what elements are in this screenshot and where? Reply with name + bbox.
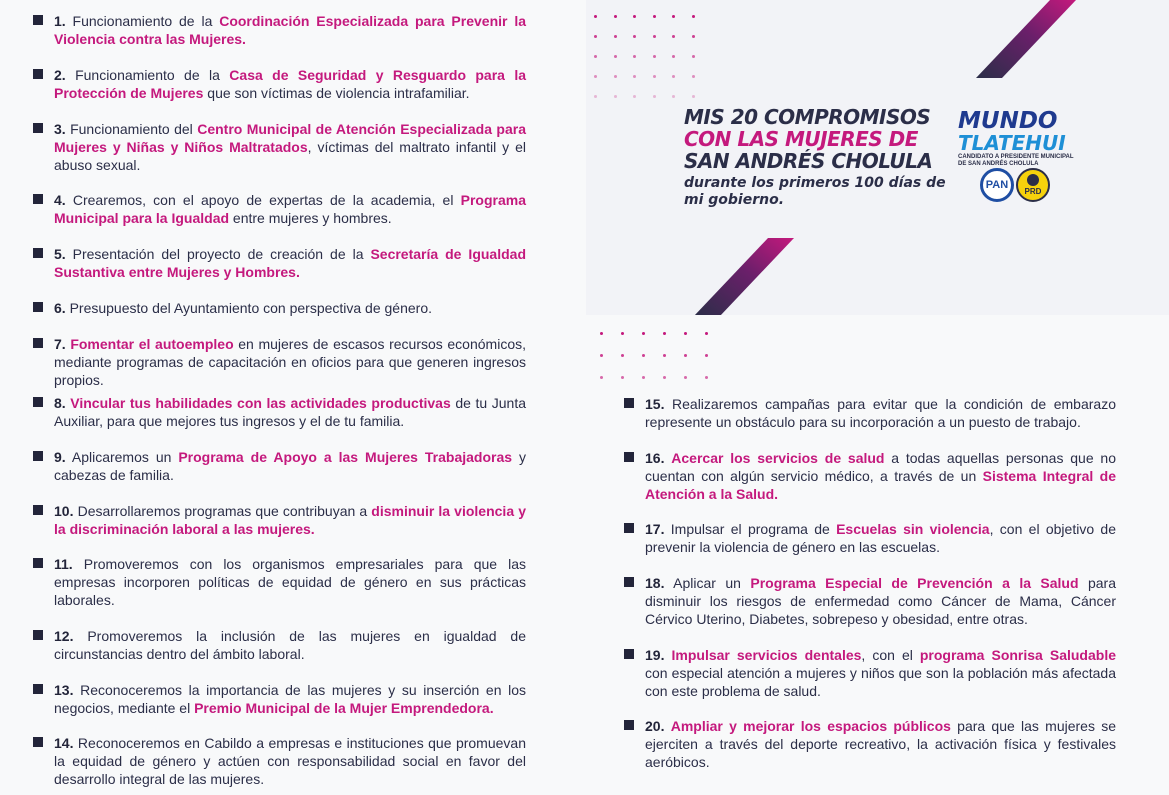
- item-text: , con el objetivo de prevenir la violencia de género en las escuelas.: [645, 521, 1116, 555]
- highlight-text: Casa de Seguridad y Resguardo para la Protección de Mujeres: [54, 67, 526, 101]
- commitment-item: [54, 120, 526, 174]
- dot: [621, 354, 624, 357]
- item-text: Promoveremos la inclusión de las mujeres en igualdad de circunstancias dentro del ámbito laboral.: [54, 628, 526, 662]
- bullet-square-icon: [624, 720, 634, 730]
- dot: [672, 95, 675, 98]
- item-number: 14.: [54, 735, 74, 751]
- dot: [705, 332, 708, 335]
- dot: [600, 332, 603, 335]
- hero-title-line-3: SAN ANDRÉS CHOLULA: [684, 149, 933, 173]
- item-number: 1.: [54, 13, 66, 29]
- highlight-text: Secretaría de Igualdad Sustantiva entre Mujeres y Hombres.: [54, 246, 526, 280]
- dot: [633, 95, 636, 98]
- commitment-item: [54, 555, 526, 609]
- item-text: Funcionamiento de la: [65, 13, 220, 29]
- pan-party-logo: [980, 168, 1014, 202]
- item-text: entre mujeres y hombres.: [229, 210, 392, 226]
- dot: [614, 95, 617, 98]
- dot: [633, 55, 636, 58]
- dot: [653, 15, 656, 18]
- dot: [653, 55, 656, 58]
- item-number: 17.: [645, 521, 665, 537]
- item-number: 7.: [54, 336, 66, 352]
- dot: [653, 95, 656, 98]
- item-text: de tu Junta Auxiliar, para que mejores tus ingresos y el de tu familia.: [54, 395, 527, 429]
- item-text: Impulsar el programa de: [664, 521, 837, 537]
- item-number: 19.: [645, 647, 665, 663]
- item-text: Crearemos, con el apoyo de expertas de la academia, el: [65, 192, 461, 208]
- commitment-item: [54, 245, 526, 281]
- dot: [692, 35, 695, 38]
- item-text: Aplicaremos un: [65, 449, 179, 465]
- item-text: Funcionamiento de la: [65, 67, 230, 83]
- highlight-text: Programa de Apoyo a las Mujeres Trabajadoras: [178, 449, 513, 465]
- item-text: Reconoceremos en Cabildo a empresas e instituciones que promuevan la equidad de género y actúen con responsabilidad social en favor del desarrollo integral de las mujeres.: [54, 735, 526, 787]
- item-number: 13.: [54, 682, 74, 698]
- item-text: [664, 647, 671, 663]
- bullet-square-icon: [624, 577, 634, 587]
- item-text: Funcionamiento del: [65, 121, 198, 137]
- commitment-item: [54, 191, 526, 227]
- item-text: con especial atención a mujeres y niños que son la población más afectada con este problema de salud.: [645, 665, 1116, 699]
- item-number: 12.: [54, 628, 74, 644]
- highlight-text: Impulsar servicios dentales: [671, 647, 862, 663]
- item-text: que son víctimas de violencia intrafamiliar.: [203, 85, 470, 101]
- dot: [672, 55, 675, 58]
- bullet-square-icon: [33, 194, 43, 204]
- commitment-item: [645, 449, 1116, 503]
- highlight-text: Programa Especial de Prevención a la Salud: [750, 575, 1079, 591]
- dot: [600, 354, 603, 357]
- hero-title-line-2: CON LAS MUJERES DE: [684, 127, 918, 151]
- commitment-item: [645, 574, 1116, 628]
- commitment-item: [645, 646, 1116, 700]
- item-number: 16.: [645, 450, 665, 466]
- commitment-item: [54, 12, 526, 48]
- hero-title-line-1: MIS 20 COMPROMISOS: [684, 105, 931, 129]
- bullet-square-icon: [624, 398, 634, 408]
- bullet-square-icon: [33, 15, 43, 25]
- logo-line-2: TLATEHUI: [958, 131, 1066, 155]
- highlight-text: programa Sonrisa Saludable: [919, 647, 1116, 663]
- item-text: , víctimas del maltrato infantil y el abuso sexual.: [54, 139, 526, 173]
- logo-tagline: CANDIDATO A PRESIDENTE MUNICIPAL DE SAN ANDRÉS CHOLULA: [958, 154, 1074, 167]
- commitment-item: [54, 448, 526, 484]
- commitment-item: [54, 627, 526, 663]
- commitment-item: [54, 394, 526, 430]
- dot: [594, 15, 597, 18]
- bullet-square-icon: [33, 248, 43, 258]
- dot: [663, 354, 666, 357]
- item-text: Desarrollaremos programas que contribuyan a: [73, 503, 372, 519]
- item-text: y cabezas de familia.: [54, 449, 526, 483]
- highlight-text: Sistema Integral de Atención a la Salud.: [645, 468, 1116, 502]
- commitment-item: [54, 66, 526, 102]
- highlight-text: Escuelas sin violencia: [836, 521, 990, 537]
- dot: [594, 55, 597, 58]
- pan-label: PAN: [985, 179, 1009, 191]
- bullet-square-icon: [624, 523, 634, 533]
- highlight-text: Fomentar el autoempleo: [70, 336, 234, 352]
- dot: [594, 35, 597, 38]
- item-number: 5.: [54, 246, 66, 262]
- dot: [633, 35, 636, 38]
- dot: [621, 376, 624, 379]
- highlight-text: disminuir la violencia y la discriminación laboral a las mujeres.: [54, 503, 526, 537]
- dot: [621, 332, 624, 335]
- logo-line-1: MUNDO: [958, 108, 1058, 134]
- item-text: Reconoceremos la importancia de las mujeres y su inserción en los negocios, mediante el: [54, 682, 526, 716]
- highlight-text: Vincular tus habilidades con las actividades productivas: [70, 395, 451, 411]
- bullet-square-icon: [624, 649, 634, 659]
- dot: [600, 376, 603, 379]
- dot: [692, 75, 695, 78]
- highlight-text: Acercar los servicios de salud: [671, 450, 885, 466]
- dot: [614, 55, 617, 58]
- highlight-text: Ampliar y mejorar los espacios públicos: [670, 718, 951, 734]
- commitment-item: [645, 395, 1116, 431]
- dot: [642, 376, 645, 379]
- dot: [672, 35, 675, 38]
- highlight-text: Coordinación Especializada para Prevenir la Violencia contra las Mujeres.: [54, 13, 526, 47]
- item-text: en mujeres de escasos recursos económicos, mediante programas de capacitación en oficios para que generen ingresos propios.: [54, 336, 526, 388]
- dot: [653, 75, 656, 78]
- bullet-square-icon: [33, 737, 43, 747]
- sun-icon: [1027, 174, 1039, 186]
- dot: [672, 75, 675, 78]
- dot: [705, 354, 708, 357]
- highlight-text: Programa Municipal para la Igualdad: [54, 192, 526, 226]
- item-text: , con el: [861, 647, 920, 663]
- dot: [672, 15, 675, 18]
- bullet-square-icon: [33, 123, 43, 133]
- hero-subtitle: durante los primeros 100 días de mi gobierno.: [684, 175, 946, 208]
- dot: [692, 95, 695, 98]
- bullet-square-icon: [33, 505, 43, 515]
- item-text: para que las mujeres se ejerciten a través del deporte recreativo, la activación física y festivales aeróbicos.: [645, 718, 1116, 770]
- dot: [692, 15, 695, 18]
- dot: [633, 15, 636, 18]
- dot: [594, 75, 597, 78]
- commitment-item: [54, 734, 526, 788]
- dot: [663, 376, 666, 379]
- item-number: 15.: [645, 396, 665, 412]
- dot: [642, 354, 645, 357]
- top-stripe: [976, 0, 1076, 78]
- dot: [684, 332, 687, 335]
- item-text: Realizaremos campañas para evitar que la condición de embarazo represente un obstáculo para su incorporación a un puesto de trabajo.: [645, 396, 1116, 430]
- commitment-item: [54, 299, 526, 317]
- item-number: 9.: [54, 449, 66, 465]
- hero-title: [684, 106, 954, 172]
- dot: [642, 332, 645, 335]
- highlight-text: Centro Municipal de Atención Especializada para Mujeres y Niñas y Niños Maltratados: [54, 121, 526, 155]
- item-number: 11.: [54, 556, 73, 572]
- bullet-square-icon: [33, 397, 43, 407]
- dot: [663, 332, 666, 335]
- dot: [653, 35, 656, 38]
- commitment-item: [54, 681, 526, 717]
- dot: [614, 35, 617, 38]
- commitment-item: [645, 520, 1116, 556]
- item-text: Aplicar un: [664, 575, 751, 591]
- item-number: 10.: [54, 503, 74, 519]
- commitment-item: [54, 502, 526, 538]
- dot: [633, 75, 636, 78]
- bullet-square-icon: [33, 302, 43, 312]
- bottom-stripe: [694, 238, 794, 315]
- dot: [692, 55, 695, 58]
- item-number: 6.: [54, 300, 66, 316]
- item-text: para disminuir los riesgos de enfermedad como Cáncer de Mama, Cáncer Cérvico Uterino, Diabetes, sobrepeso y obesidad, entre otras.: [645, 575, 1117, 627]
- item-text: Presupuesto del Ayuntamiento con perspectiva de género.: [65, 300, 433, 316]
- prd-party-logo: [1016, 168, 1050, 202]
- dot: [614, 15, 617, 18]
- bullet-square-icon: [33, 451, 43, 461]
- candidate-logo: [958, 110, 1078, 168]
- item-number: 2.: [54, 67, 66, 83]
- item-number: 18.: [645, 575, 665, 591]
- item-text: Presentación del proyecto de creación de la: [65, 246, 371, 262]
- bullet-square-icon: [33, 558, 43, 568]
- item-number: 20.: [645, 718, 665, 734]
- commitment-item: [645, 717, 1116, 771]
- prd-label: PRD: [1024, 187, 1042, 196]
- dot: [614, 75, 617, 78]
- dot: [705, 376, 708, 379]
- highlight-text: Premio Municipal de la Mujer Emprendedora.: [194, 700, 494, 716]
- dot: [684, 354, 687, 357]
- item-text: a todas aquellas personas que no cuentan con algún servicio médico, a través de un: [645, 450, 1117, 484]
- dot: [594, 95, 597, 98]
- item-number: 4.: [54, 192, 66, 208]
- bullet-square-icon: [33, 630, 43, 640]
- item-text: Promoveremos con los organismos empresariales para que las empresas incorporen políticas de equidad de género en sus prácticas laborales.: [54, 556, 526, 608]
- hero-banner: [586, 0, 1169, 315]
- bullet-square-icon: [624, 452, 634, 462]
- dot: [684, 376, 687, 379]
- commitment-item: [54, 335, 526, 389]
- item-number: 8.: [54, 395, 66, 411]
- bullet-square-icon: [33, 684, 43, 694]
- item-number: 3.: [54, 121, 66, 137]
- bullet-square-icon: [33, 69, 43, 79]
- bullet-square-icon: [33, 338, 43, 348]
